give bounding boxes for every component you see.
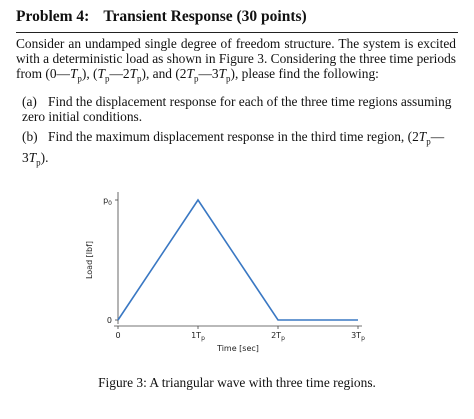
part-a-text: Find the displacement response for each of the three time regions assuming zero initial conditions. xyxy=(22,94,452,124)
x-tick-label: $2T_p$ xyxy=(271,331,285,342)
part-b-text: Find the maximum displacement response in the third time region, $(2T_p—3T_p)$. xyxy=(22,129,445,168)
x-tick-label: 0 xyxy=(115,331,121,340)
x-tick-label: $3T_p$ xyxy=(351,331,365,342)
problem-header xyxy=(16,8,458,33)
figure-caption: Figure 3: A triangular wave with three time regions. xyxy=(98,375,376,390)
load-chart xyxy=(0,180,474,370)
part-b xyxy=(22,129,452,170)
x-tick-label: $1T_p$ xyxy=(191,331,205,342)
y-tick-label: $p_0$ xyxy=(103,196,112,207)
part-b-label: (b) xyxy=(22,129,38,144)
figure-3 xyxy=(0,180,474,370)
y-axis-label: Load [lbf] xyxy=(85,240,94,280)
problem-number: Problem 4: xyxy=(16,8,90,25)
part-a-label: (a) xyxy=(22,94,37,109)
y-tick-label: 0 xyxy=(106,316,112,325)
load-series-line xyxy=(118,200,358,320)
problem-intro xyxy=(16,36,456,87)
part-a xyxy=(22,94,452,124)
intro-rendered: Consider an undamped single degree of freedom structure. The system is excited with a deterministic load as shown in Figure 3. Considering the three time periods from $(0—T_p)$, $(T_p—2T_p)$, and $(2T_p—3T_p)$, please find the following: xyxy=(16,36,456,84)
x-axis-label: Time [sec] xyxy=(217,344,259,353)
problem-title: Transient Response (30 points) xyxy=(103,8,307,25)
